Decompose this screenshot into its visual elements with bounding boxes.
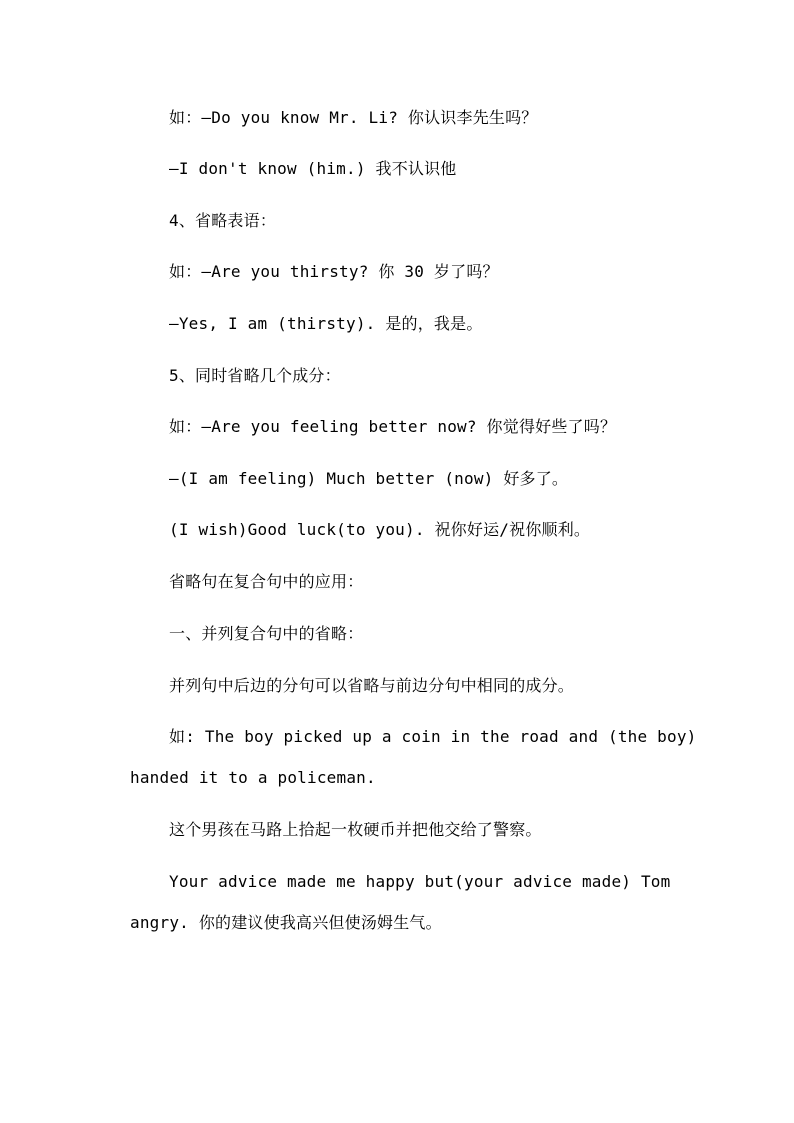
text-line-example-boy-coin: 如: The boy picked up a coin in the road and (the boy) — [169, 727, 697, 746]
section-heading-coordinate-omission: 一、并列复合句中的省略： — [169, 624, 364, 643]
text-line-example-boy-coin-continued: handed it to a policeman. — [130, 768, 376, 787]
section-heading-compound-sentence: 省略句在复合句中的应用： — [169, 572, 364, 591]
text-line-coordinate-rule: 并列句中后边的分句可以省略与前边分句中相同的成分。 — [169, 676, 575, 695]
section-heading-predicative-omission: 4、省略表语： — [169, 211, 277, 230]
text-line-answer-yes-i-am: —Yes, I am (thirsty). 是的，我是。 — [169, 314, 483, 333]
text-line-example-advice-continued: angry. 你的建议使我高兴但使汤姆生气。 — [130, 913, 442, 932]
text-line-example-advice: Your advice made me happy but(your advice made) Tom — [169, 872, 671, 891]
text-line-example-feeling-better: 如：—Are you feeling better now? 你觉得好些了吗？ — [169, 417, 617, 436]
text-line-answer-much-better: —(I am feeling) Much better (now) 好多了。 — [169, 469, 569, 488]
section-heading-multiple-omission: 5、同时省略几个成分： — [169, 366, 341, 385]
text-line-boy-coin-translation: 这个男孩在马路上拾起一枚硬币并把他交给了警察。 — [169, 820, 542, 839]
text-line-good-luck: (I wish)Good luck(to you). 祝你好运/祝你顺利。 — [169, 520, 591, 539]
text-line-answer-dont-know: —I don't know (him.) 我不认识他 — [169, 159, 457, 178]
text-line-example-thirsty: 如：—Are you thirsty? 你 30 岁了吗？ — [169, 262, 499, 281]
text-line-example-do-you-know: 如：—Do you know Mr. Li? 你认识李先生吗？ — [169, 108, 538, 127]
